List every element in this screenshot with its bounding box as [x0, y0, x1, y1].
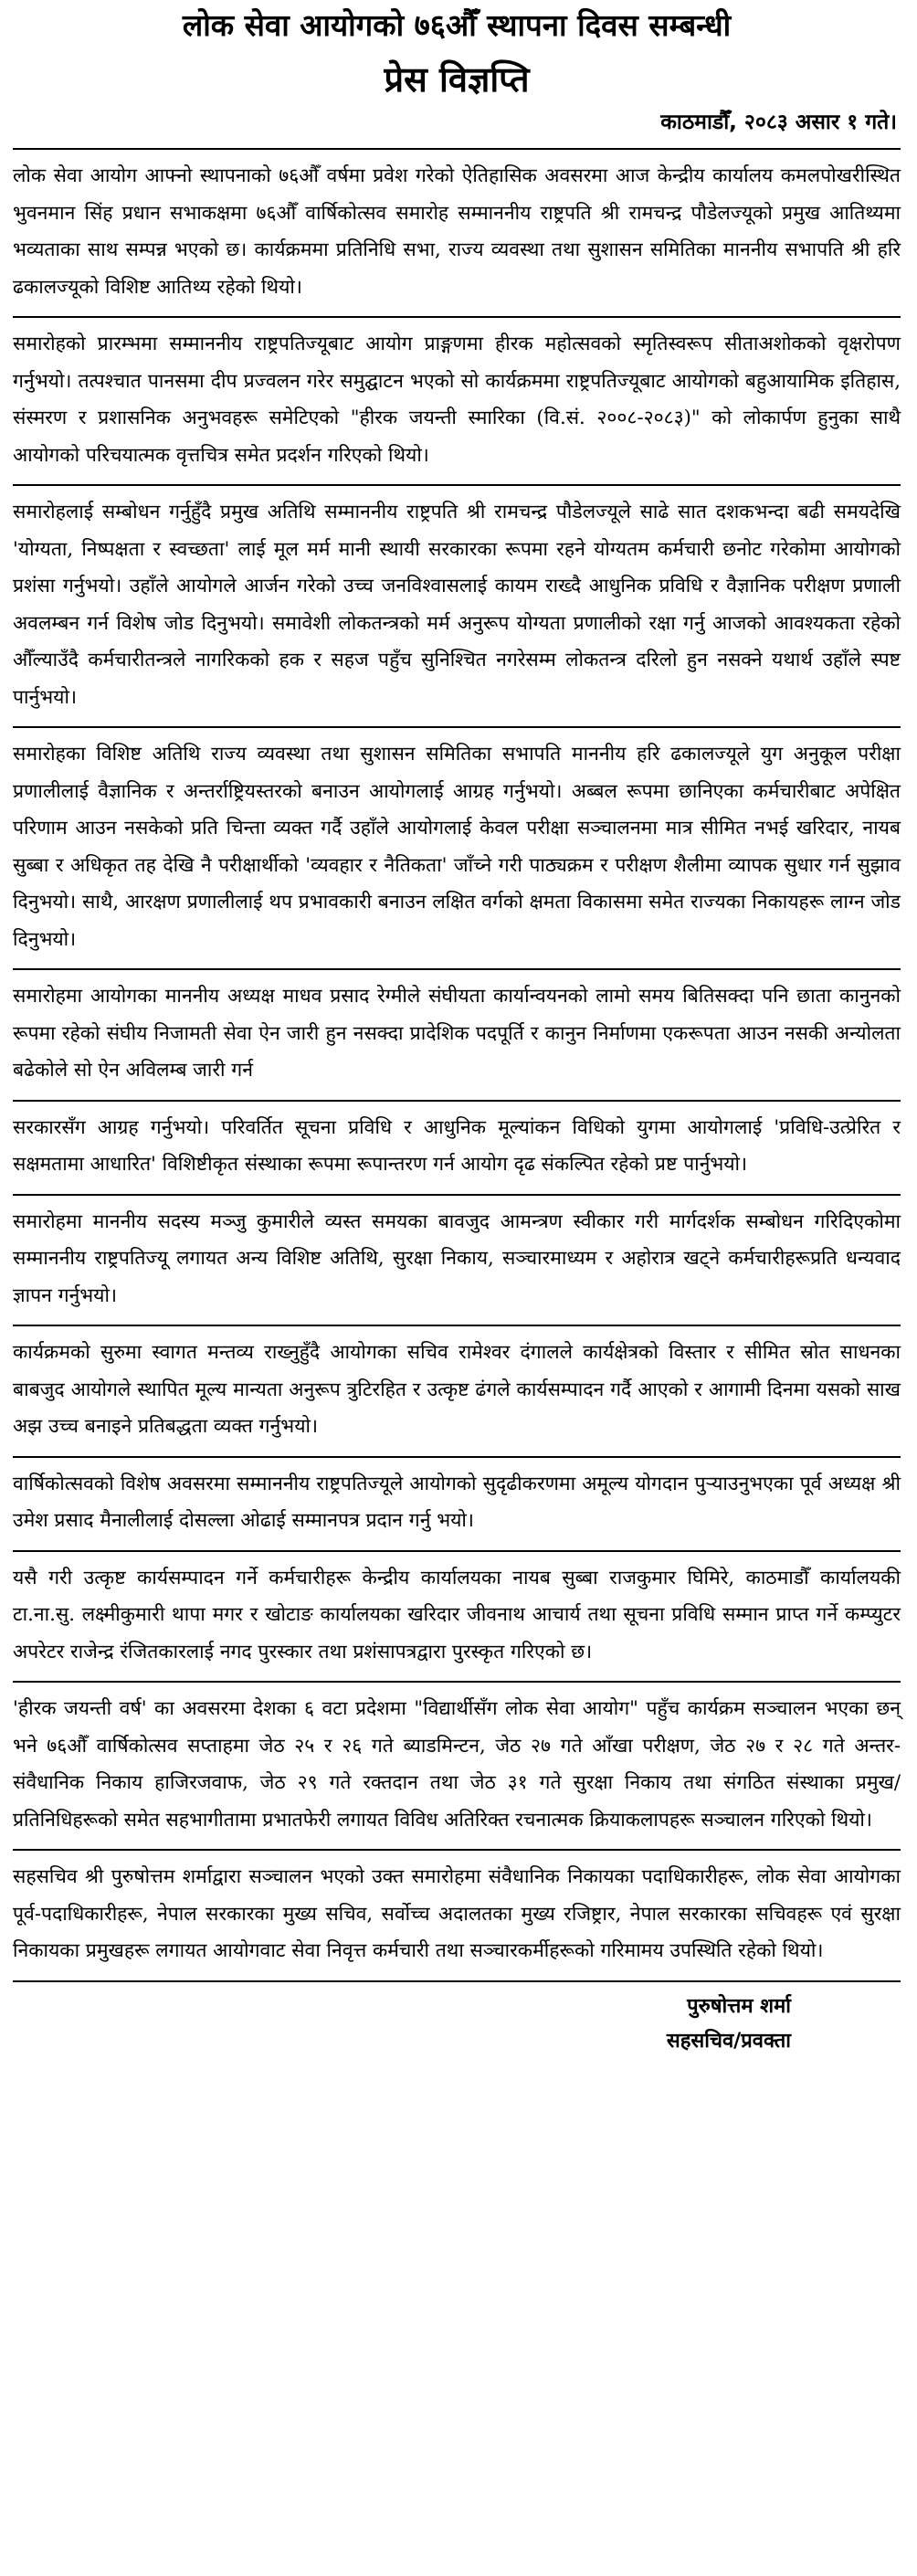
paragraph-12: सहसचिव श्री पुरुषोत्तम शर्माद्वारा सञ्चालन भएको उक्त समारोहमा संवैधानिक निकायका पदाधिकारीहरू, लोक सेवा आयोगका पूर्व-पदाधिकारीहरू, नेपाल सरकारका मुख्य सचिव, सर्वोच्च अदालतका मुख्य रजिष्ट्रार, नेपाल सरकारका सचिवहरू एवं सुरक्षा निकायका प्रमुखहरू लगायत आयोगवाट सेवा निवृत्त कर्मचारी तथा सञ्चारकर्मीहरूको गरिमामय उपस्थिति रहेको थियो। — [13, 1858, 901, 1982]
header-divider — [13, 148, 901, 150]
paragraph-7: समारोहमा माननीय सदस्य मञ्जु कुमारीले व्यस्त समयका बावजुद आमन्त्रण स्वीकार गरी मार्गदर्शक सम्बोधन गरिदिएकोमा सम्माननीय राष्ट्रपतिज्यू लगायत अन्य विशिष्ट अतिथि, सुरक्षा निकाय, सञ्चारमाध्यम र अहोरात्र खट्ने कर्मचारीहरूप्रति धन्यवाद ज्ञापन गर्नुभयो। — [13, 1203, 901, 1327]
press-release-heading: प्रेस विज्ञप्ति — [384, 59, 530, 100]
page-title: लोक सेवा आयोगको ७६औँ स्थापना दिवस सम्बन्धी — [182, 7, 732, 43]
paragraph-6: सरकारसँग आग्रह गर्नुभयो। परिवर्तित सूचना प्रविधि र आधुनिक मूल्यांकन विधिको युगमा आयोगलाई 'प्रविधि-उत्प्रेरित र सक्षमतामा आधारित' विशिष्टीकृत संस्थाका रूपमा रूपान्तरण गर्न आयोग दृढ संकल्पित रहेको प्रष्ट पार्नुभयो। — [13, 1109, 901, 1196]
paragraph-2: समारोहको प्रारम्भमा सम्माननीय राष्ट्रपतिज्यूबाट आयोग प्राङ्गणमा हीरक महोत्सवको स्मृतिस्वरूप सीताअशोकको वृक्षरोपण गर्नुभयो। तत्पश्चात पानसमा दीप प्रज्वलन गरेर समुद्घाटन भएको सो कार्यक्रममा राष्ट्रपतिज्यूबाट आयोगको बहुआयामिक इतिहास, संस्मरण र प्रशासनिक अनुभवहरू समेटिएको "हीरक जयन्ती स्मारिका (वि.सं. २००८-२०८३)" को लोकार्पण हुनुका साथै आयोगको परिचयात्मक वृत्तचित्र समेत प्रदर्शन गरिएको थियो। — [13, 325, 901, 486]
press-release-page — [0, 5, 917, 2576]
signature-block — [13, 1990, 791, 2059]
paragraph-10: यसै गरी उत्कृष्ट कार्यसम्पादन गर्ने कर्मचारीहरू केन्द्रीय कार्यालयका नायब सुब्बा राजकुमार घिमिरे, काठमाडौँ कार्यालयकी टा.ना.सु. लक्ष्मीकुमारी थापा मगर र खोटाङ कार्यालयका खरिदार जीवनाथ आचार्य तथा सूचना प्रविधि सम्मान प्राप्त गर्ने कम्प्युटर अपरेटर राजेन्द्र रंजितकारलाई नगद पुरस्कार तथा प्रशंसापत्रद्वारा पुरस्कृत गरिएको छ। — [13, 1559, 901, 1684]
paragraph-9: वार्षिकोत्सवको विशेष अवसरमा सम्माननीय राष्ट्रपतिज्यूले आयोगको सुदृढीकरणमा अमूल्य योगदान पुऱ्याउनुभएका पूर्व अध्यक्ष श्री उमेश प्रसाद मैनालीलाई दोसल्ला ओढाई सम्मानपत्र प्रदान गर्नु भयो। — [13, 1465, 901, 1552]
paragraph-3: समारोहलाई सम्बोधन गर्नुहुँदै प्रमुख अतिथि सम्माननीय राष्ट्रपति श्री रामचन्द्र पौडेलज्यूले साढे सात दशकभन्दा बढी समयदेखि 'योग्यता, निष्पक्षता र स्वच्छता' लाई मूल मर्म मानी स्थायी सरकारका रूपमा रहने योग्यतम कर्मचारी छनोट गरेकोमा आयोगको प्रशंसा गर्नुभयो। उहाँले आयोगले आर्जन गरेको उच्च जनविश्वासलाई कायम राख्दै आधुनिक प्रविधि र वैज्ञानिक परीक्षण प्रणाली अवलम्बन गर्न विशेष जोड दिनुभयो। समावेशी लोकतन्त्रको मर्म अनुरूप योग्यता प्रणालीको रक्षा गर्नु आजको आवश्यकता रहेको औँल्याउँदै कर्मचारीतन्त्रले नागरिकको हक र सहज पहुँच सुनिश्चित नगरेसम्म लोकतन्त्र दरिलो हुन नसक्ने यथार्थ उहाँले स्पष्ट पार्नुभयो। — [13, 493, 901, 728]
paragraph-5: समारोहमा आयोगका माननीय अध्यक्ष माधव प्रसाद रेग्मीले संघीयता कार्यान्वयनको लामो समय बितिसक्दा पनि छाता कानुनको रूपमा रहेको संघीय निजामती सेवा ऐन जारी हुन नसक्दा प्रादेशिक पदपूर्ति र कानुन निर्माणमा एकरूपता आउन नसकी अन्योलता बढेकोले सो ऐन अविलम्ब जारी गर्न — [13, 977, 901, 1102]
paragraph-11: 'हीरक जयन्ती वर्ष' का अवसरमा देशका ६ वटा प्रदेशमा "विद्यार्थीसँग लोक सेवा आयोग" पहुँच कार्यक्रम सञ्चालन भएका छन् भने ७६औँ वार्षिकोत्सव सप्ताहमा जेठ २५ र २६ गते ब्याडमिन्टन, जेठ २७ गते आँखा परीक्षण, जेठ २७ र २८ गते अन्तर-संवैधानिक निकाय हाजिरजवाफ, जेठ २९ गते रक्तदान तथा जेठ ३१ गते सुरक्षा निकाय तथा संगठित संस्थाका प्रमुख/प्रतिनिधिहरूको समेत सहभागीतामा प्रभातफेरी लगायत विविध अतिरिक्त रचनात्मक क्रियाकलापहरू सञ्चालन गरिएको थियो। — [13, 1690, 901, 1851]
dateline: काठमाडौँ, २०८३ असार १ गते। — [660, 111, 897, 134]
signatory-designation: सहसचिव/प्रवक्ता — [666, 2029, 791, 2053]
signatory-name: पुरुषोत्तम शर्मा — [687, 1994, 791, 2018]
paragraph-4: समारोहका विशिष्ट अतिथि राज्य व्यवस्था तथा सुशासन समितिका सभापति माननीय हरि ढकालज्यूले युग अनुकूल परीक्षा प्रणालीलाई वैज्ञानिक र अन्तर्राष्ट्रियस्तरको बनाउन आयोगलाई आग्रह गर्नुभयो। अब्बल रूपमा छानिएका कर्मचारीबाट अपेक्षित परिणाम आउन नसकेको प्रति चिन्ता व्यक्त गर्दै उहाँले आयोगलाई केवल परीक्षा सञ्चालनमा मात्र सीमित नभई खरिदार, नायब सुब्बा र अधिकृत तह देखि नै परीक्षार्थीको 'व्यवहार र नैतिकता' जाँच्ने गरी पाठ्यक्रम र परीक्षण शैलीमा व्यापक सुधार गर्न सुझाव दिनुभयो। साथै, आरक्षण प्रणालीलाई थप प्रभावकारी बनाउन लक्षित वर्गको क्षमता विकासमा समेत राज्यका निकायहरू लाग्न जोड दिनुभयो। — [13, 735, 901, 970]
paragraph-1: लोक सेवा आयोग आफ्नो स्थापनाको ७६औँ वर्षमा प्रवेश गरेको ऐतिहासिक अवसरमा आज केन्द्रीय कार्यालय कमलपोखरीस्थित भुवनमान सिंह प्रधान सभाकक्षमा ७६औँ वार्षिकोत्सव समारोह सम्माननीय राष्ट्रपति श्री रामचन्द्र पौडेलज्यूको प्रमुख आतिथ्यमा भव्यताका साथ सम्पन्न भएको छ। कार्यक्रममा प्रतिनिधि सभा, राज्य व्यवस्था तथा सुशासन समितिका माननीय सभापति श्री हरि ढकालज्यूको विशिष्ट आतिथ्य रहेको थियो। — [13, 157, 901, 318]
paragraph-8: कार्यक्रमको सुरुमा स्वागत मन्तव्य राख्नुहुँदै आयोगका सचिव रामेश्वर दंगालले कार्यक्षेत्रको विस्तार र सीमित स्रोत साधनका बाबजुद आयोगले स्थापित मूल्य मान्यता अनुरूप त्रुटिरहित र उत्कृष्ट ढंगले कार्यसम्पादन गर्दै आएको र आगामी दिनमा यसको साख अझ उच्च बनाइने प्रतिबद्धता व्यक्त गर्नुभयो। — [13, 1334, 901, 1458]
